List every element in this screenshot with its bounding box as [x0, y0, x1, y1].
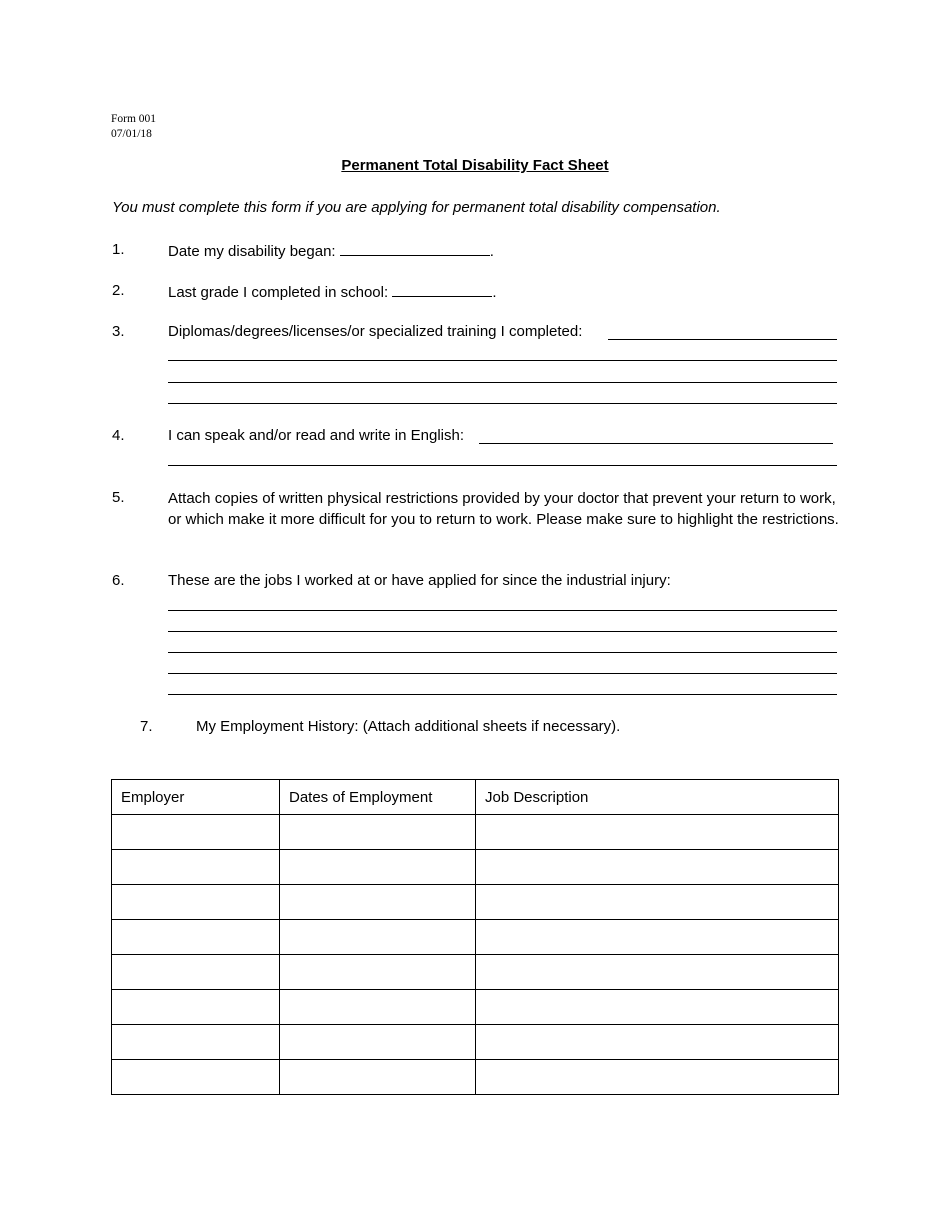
- training-field-line-4[interactable]: [168, 403, 837, 404]
- dates-cell[interactable]: [280, 920, 476, 955]
- employer-cell[interactable]: [112, 815, 280, 850]
- last-grade-field[interactable]: [392, 282, 492, 297]
- table-row: [112, 1025, 839, 1060]
- job-description-cell[interactable]: [476, 885, 839, 920]
- item-5-number: 5.: [112, 489, 125, 506]
- column-header-dates: Dates of Employment: [280, 780, 476, 815]
- column-header-job-description: Job Description: [476, 780, 839, 815]
- table-row: [112, 815, 839, 850]
- employer-cell[interactable]: [112, 885, 280, 920]
- dates-cell[interactable]: [280, 885, 476, 920]
- dates-cell[interactable]: [280, 955, 476, 990]
- dates-cell[interactable]: [280, 1060, 476, 1095]
- employment-history-table: [111, 779, 839, 1095]
- item-7-text: My Employment History: (Attach additional sheets if necessary).: [196, 718, 621, 735]
- table-row: [112, 990, 839, 1025]
- item-3-label: Diplomas/degrees/licenses/or specialized training I completed:: [168, 323, 583, 340]
- form-number: Form 001: [111, 113, 157, 125]
- training-field-line-1[interactable]: [608, 339, 837, 340]
- jobs-field-line-3[interactable]: [168, 652, 837, 653]
- item-4: [168, 427, 464, 444]
- job-description-cell[interactable]: [476, 920, 839, 955]
- job-description-cell[interactable]: [476, 850, 839, 885]
- item-2-number: 2.: [112, 282, 125, 299]
- item-1-label: Date my disability began:: [168, 243, 336, 260]
- employer-cell[interactable]: [112, 955, 280, 990]
- item-6-text: These are the jobs I worked at or have applied for since the industrial injury:: [168, 572, 671, 589]
- intro-instruction: You must complete this form if you are applying for permanent total disability compensation.: [112, 199, 721, 216]
- item-3: [168, 323, 582, 340]
- dates-cell[interactable]: [280, 990, 476, 1025]
- training-field-line-3[interactable]: [168, 382, 837, 383]
- employer-cell[interactable]: [112, 990, 280, 1025]
- table-row: [112, 955, 839, 990]
- table-header-row: [112, 780, 839, 815]
- item-2: [168, 282, 496, 301]
- english-field-line-1[interactable]: [479, 443, 833, 444]
- item-2-suffix: .: [492, 284, 497, 301]
- item-1-number: 1.: [112, 241, 125, 258]
- item-4-number: 4.: [112, 427, 125, 444]
- dates-cell[interactable]: [280, 1025, 476, 1060]
- page-title: Permanent Total Disability Fact Sheet: [341, 157, 609, 174]
- item-6-number: 6.: [112, 572, 125, 589]
- jobs-field-line-5[interactable]: [168, 694, 837, 695]
- dates-cell[interactable]: [280, 850, 476, 885]
- job-description-cell[interactable]: [476, 1060, 839, 1095]
- disability-date-field[interactable]: [340, 241, 490, 256]
- job-description-cell[interactable]: [476, 1025, 839, 1060]
- form-header: [111, 112, 156, 142]
- employer-cell[interactable]: [112, 920, 280, 955]
- training-field-line-2[interactable]: [168, 360, 837, 361]
- table-row: [112, 885, 839, 920]
- jobs-field-line-1[interactable]: [168, 610, 837, 611]
- job-description-cell[interactable]: [476, 990, 839, 1025]
- table-row: [112, 920, 839, 955]
- jobs-field-line-2[interactable]: [168, 631, 837, 632]
- english-field-line-2[interactable]: [168, 465, 837, 466]
- column-header-employer: Employer: [112, 780, 280, 815]
- employer-cell[interactable]: [112, 1060, 280, 1095]
- item-3-number: 3.: [112, 323, 125, 340]
- item-4-label: I can speak and/or read and write in English:: [168, 427, 465, 444]
- jobs-field-line-4[interactable]: [168, 673, 837, 674]
- form-date: 07/01/18: [111, 128, 152, 140]
- table-row: [112, 850, 839, 885]
- job-description-cell[interactable]: [476, 815, 839, 850]
- item-7-number: 7.: [140, 718, 153, 735]
- table-row: [112, 1060, 839, 1095]
- dates-cell[interactable]: [280, 815, 476, 850]
- item-5-text: Attach copies of written physical restrictions provided by your doctor that prevent your return to work, or which make it more difficult for you to return to work. Please make sure to highlight the restrictions.: [168, 490, 839, 528]
- item-1: [168, 241, 494, 260]
- item-2-label: Last grade I completed in school:: [168, 284, 389, 301]
- item-1-suffix: .: [489, 243, 494, 260]
- employer-cell[interactable]: [112, 850, 280, 885]
- job-description-cell[interactable]: [476, 955, 839, 990]
- employer-cell[interactable]: [112, 1025, 280, 1060]
